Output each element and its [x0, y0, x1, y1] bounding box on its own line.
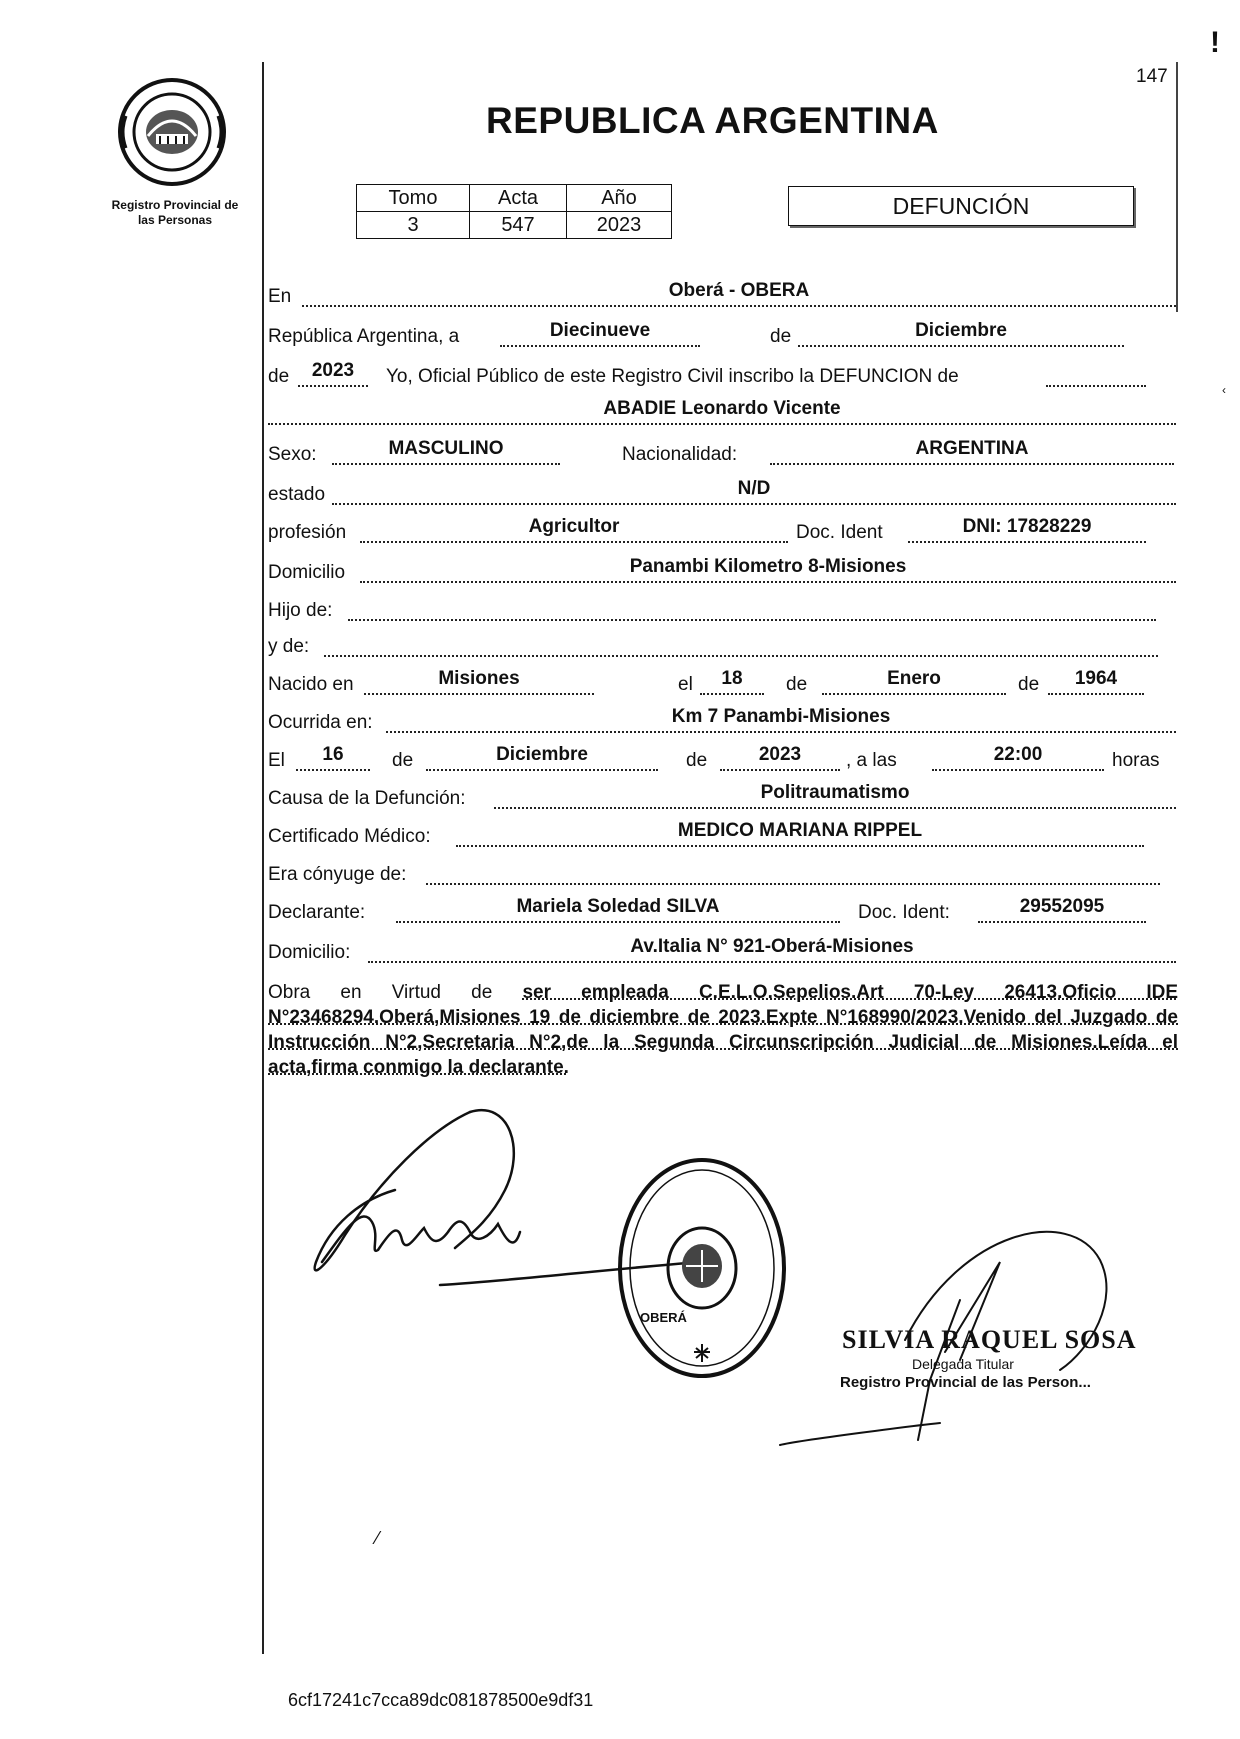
- stamp-city: OBERÁ: [640, 1310, 687, 1325]
- registry-header-anio: Año: [567, 185, 672, 212]
- label-declarante: Declarante:: [268, 902, 366, 923]
- label-el: el: [678, 674, 693, 695]
- label-republica: República Argentina, a: [268, 326, 460, 347]
- value-decl-doc: 29552095: [1019, 896, 1105, 917]
- label-de-4: de: [1018, 674, 1040, 695]
- value-nacido-en: Misiones: [438, 668, 520, 689]
- value-death-year: 2023: [758, 744, 802, 765]
- registry-value-anio: 2023: [567, 212, 672, 239]
- label-hijo-de: Hijo de:: [268, 600, 333, 621]
- value-domicilio-2: Av.Italia N° 921-Oberá-Misiones: [630, 936, 914, 957]
- label-de-1: de: [770, 326, 792, 347]
- value-death-time: 22:00: [993, 744, 1043, 765]
- observations-prefix: Obra en Virtud de: [268, 982, 493, 1003]
- inscription-text: Yo, Oficial Público de este Registro Civil inscribo la DEFUNCION de: [386, 366, 959, 387]
- page-title: REPUBLICA ARGENTINA: [486, 100, 939, 141]
- value-causa: Politraumatismo: [760, 782, 910, 803]
- page-number: 147: [1136, 66, 1168, 87]
- logo-caption-line2: las Personas: [137, 213, 213, 227]
- value-birth-year: 1964: [1074, 668, 1118, 689]
- value-nacionalidad: ARGENTINA: [915, 438, 1029, 459]
- label-en: En: [268, 286, 292, 307]
- label-y-de: y de:: [268, 636, 310, 657]
- registry-value-tomo: 3: [357, 212, 470, 239]
- label-doc-ident: Doc. Ident: [796, 522, 883, 543]
- label-estado: estado: [268, 484, 326, 505]
- registry-header-acta: Acta: [470, 185, 567, 212]
- label-horas: horas: [1112, 750, 1160, 771]
- label-profesion: profesión: [268, 522, 347, 543]
- label-de-6: de: [686, 750, 708, 771]
- registry-value-acta: 547: [470, 212, 567, 239]
- label-de-5: de: [392, 750, 414, 771]
- registry-header-tomo: Tomo: [357, 185, 470, 212]
- margin-mark: !: [1210, 26, 1220, 59]
- label-certificado: Certificado Médico:: [268, 826, 431, 847]
- value-month: Diciembre: [915, 320, 1007, 341]
- label-el-2: El: [268, 750, 285, 771]
- value-sexo: MASCULINO: [388, 438, 504, 459]
- label-causa: Causa de la Defunción:: [268, 788, 466, 809]
- value-death-day: 16: [322, 744, 344, 765]
- value-domicilio: Panambi Kilometro 8-Misiones: [629, 556, 907, 577]
- label-conyuge: Era cónyuge de:: [268, 864, 407, 885]
- official-organization: Registro Provincial de las Person...: [840, 1374, 1091, 1391]
- value-birth-day: 18: [721, 668, 743, 689]
- label-de-3: de: [786, 674, 808, 695]
- label-decl-doc: Doc. Ident:: [858, 902, 950, 923]
- value-estado: N/D: [737, 478, 771, 499]
- label-nacionalidad: Nacionalidad:: [622, 444, 738, 465]
- label-a-las: , a las: [846, 750, 897, 771]
- value-certificado: MEDICO MARIANA RIPPEL: [677, 820, 923, 841]
- official-role: Delegada Titular: [912, 1356, 1014, 1372]
- value-death-month: Diciembre: [496, 744, 588, 765]
- document-type-box: DEFUNCIÓN: [788, 186, 1134, 226]
- value-birth-month: Enero: [887, 668, 941, 689]
- label-nacido-en: Nacido en: [268, 674, 354, 695]
- side-mark: ‹: [1222, 383, 1226, 397]
- label-ocurrida-en: Ocurrida en:: [268, 712, 373, 733]
- value-doc-ident: DNI: 17828229: [962, 516, 1092, 537]
- label-domicilio: Domicilio: [268, 562, 346, 583]
- value-place: Oberá - OBERA: [668, 280, 810, 301]
- value-deceased-name: ABADIE Leonardo Vicente: [603, 398, 841, 419]
- logo-caption-line1: Registro Provincial de: [111, 198, 239, 212]
- value-profesion: Agricultor: [528, 516, 620, 537]
- value-ocurrida-en: Km 7 Panambi-Misiones: [671, 706, 891, 727]
- value-declarante: Mariela Soledad SILVA: [516, 896, 720, 917]
- label-de-2: de: [268, 366, 290, 387]
- official-name: SILVIA RAQUEL SOSA: [842, 1325, 1137, 1354]
- stray-mark: ⁄: [376, 1528, 380, 1548]
- label-sexo: Sexo:: [268, 444, 317, 465]
- label-domicilio-2: Domicilio:: [268, 942, 351, 963]
- document-hash: 6cf17241c7cca89dc081878500e9df31: [288, 1690, 594, 1710]
- value-day-words: Diecinueve: [549, 320, 651, 341]
- value-year: 2023: [311, 360, 355, 381]
- observations-text: ser empleada C.E.L.O.Sepelios.Art 70-Ley 26413.Oficio IDE N°23468294.Oberá,Misiones 19 de diciembre de 2023.Expte N°168990/2023.Venido del Juzgado de Instrucción N°2,Secretaria N°2,de la Segunda Circunscripción Judicial de Misiones.Leída el acta,firma conmigo la declarante.: [268, 982, 1179, 1078]
